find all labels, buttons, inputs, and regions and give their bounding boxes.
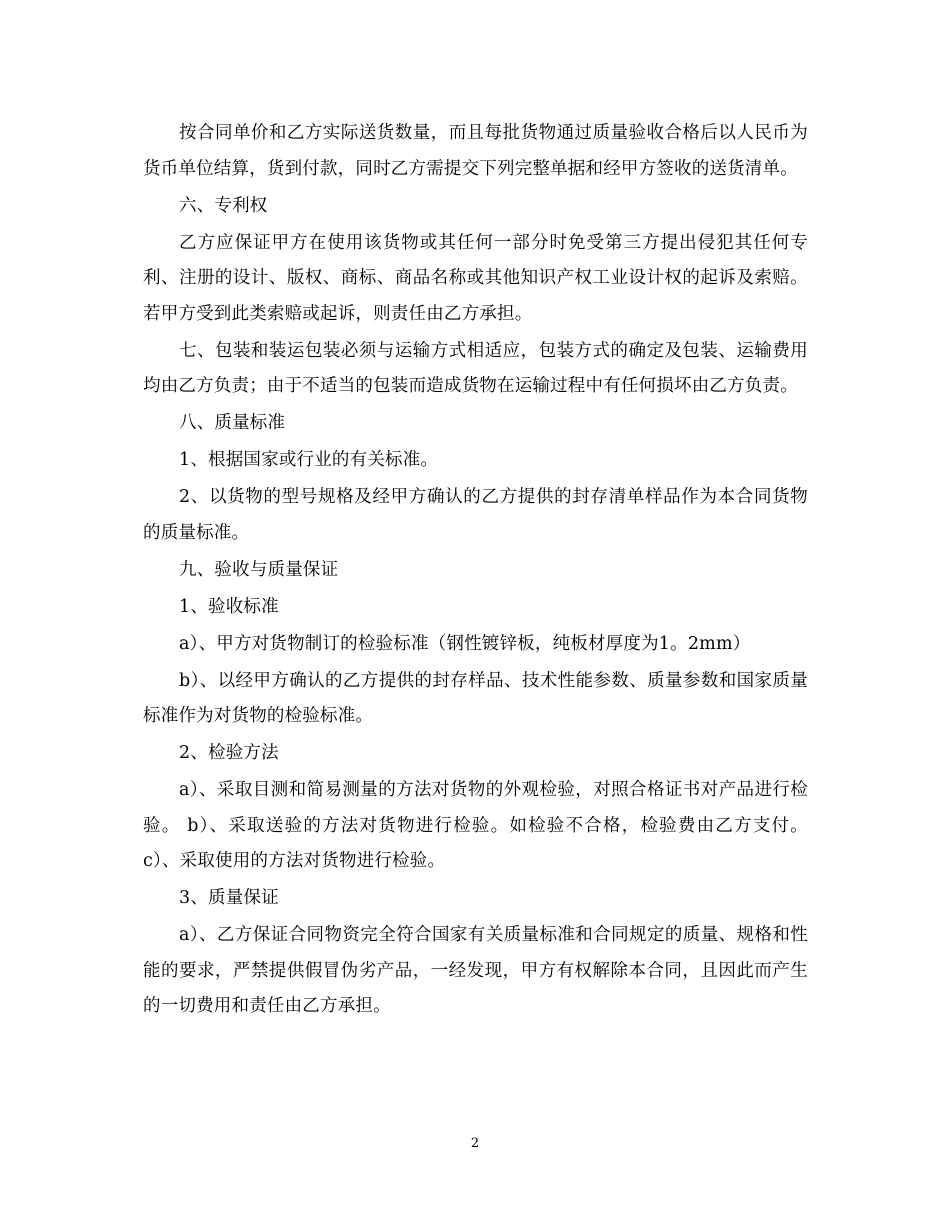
paragraph-acceptance-b: b）、以经甲方确认的乙方提供的封存样品、技术性能参数、质量参数和国家质量标准作为对货物的检验标准。 xyxy=(143,670,808,726)
paragraph-patent-guarantee: 乙方应保证甲方在使用该货物或其任何一部分时免受第三方提出侵犯其任何专利、注册的设计、版权、商标、商品名称或其他知识产权工业设计权的起诉及索赔。若甲方受到此类索赔或起诉，则责任由乙方承担。 xyxy=(143,232,808,324)
paragraph-inspection-methods: a）、采取目测和简易测量的方法对货物的外观检验，对照合格证书对产品进行检验。 b）、采取送验的方法对货物进行检验。如检验不合格，检验费由乙方支付。 c）、采取使用的方法对货物进行检验。 xyxy=(143,780,808,871)
paragraph-quality-standard-2: 2、以货物的型号规格及经甲方确认的乙方提供的封存清单样品作为本合同货物的质量标准。 xyxy=(143,487,808,543)
heading-quality-guarantee: 3、质量保证 xyxy=(179,888,279,908)
paragraph-quality-guarantee-a: a）、乙方保证合同物资完全符合国家有关质量标准和合同规定的质量、规格和性能的要求，严禁提供假冒伪劣产品，一经发现，甲方有权解除本合同，且因此而产生的一切费用和责任由乙方承担。 xyxy=(143,925,808,1016)
page-number: 2 xyxy=(470,1136,480,1151)
heading-quality-standard: 八、质量标准 xyxy=(179,413,286,433)
heading-patent-rights: 六、专利权 xyxy=(179,195,268,216)
heading-acceptance-warranty: 九、验收与质量保证 xyxy=(179,559,339,580)
paragraph-packaging-shipping: 七、包装和装运包装必须与运输方式相适应，包装方式的确定及包装、运输费用均由乙方负责；由于不适当的包装而造成货物在运输过程中有任何损坏由乙方负责。 xyxy=(143,340,808,396)
document-body xyxy=(143,116,808,1026)
heading-inspection-method: 2、检验方法 xyxy=(179,743,279,763)
heading-acceptance-standard: 1、验收标准 xyxy=(179,596,279,617)
paragraph-acceptance-a: a）、甲方对货物制订的检验标准（钢性镀锌板，纯板材厚度为1。2mm） xyxy=(179,633,751,654)
paragraph-quality-standard-1: 1、根据国家或行业的有关标准。 xyxy=(179,450,439,470)
paragraph-settlement: 按合同单价和乙方实际送货数量，而且每批货物通过质量验收合格后以人民币为货币单位结算，货到付款，同时乙方需提交下列完整单据和经甲方签收的送货清单。 xyxy=(143,123,808,179)
